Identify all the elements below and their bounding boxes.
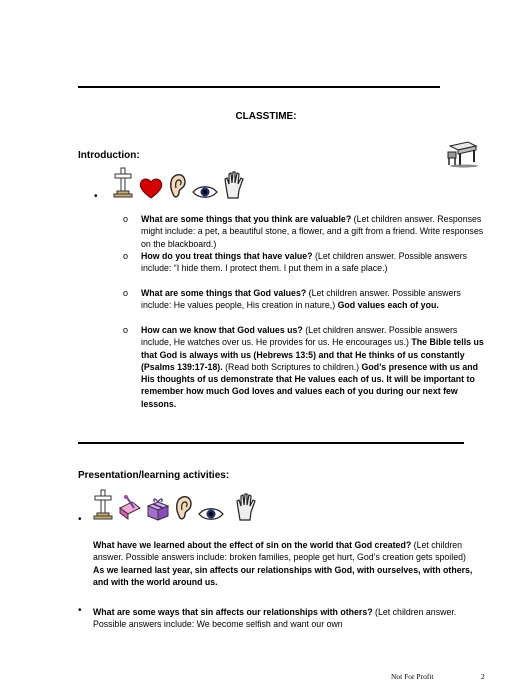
footer-label: Not For Profit <box>391 672 434 681</box>
bullet-dot: • <box>78 605 82 616</box>
desk-icon <box>446 138 480 168</box>
item-bold-3: God’s presence with us and His thoughts of us demonstrate that He values each of us. It will be important to remember how much God loves and values each of you during our next few lessons. <box>141 361 479 409</box>
page-number: 2 <box>481 672 485 681</box>
list-item <box>123 324 487 410</box>
presentation-heading: Presentation/learning activities: <box>78 470 230 481</box>
gift-icon <box>146 496 170 522</box>
item-text: (Let children answer. Possible answers include: He values people, His creation in nature,) <box>141 288 461 311</box>
paragraph-bold: What are some ways that sin affects our relationships with others? <box>93 607 373 617</box>
paragraph-text: (Let children answer. Possible answers include: We become selfish and want our own <box>93 607 457 630</box>
page-title: CLASSTIME: <box>235 111 297 122</box>
list-item <box>123 287 487 312</box>
ear-icon <box>168 172 188 200</box>
hand-icon <box>222 170 248 200</box>
paragraph-bold-2: As we learned last year, sin affects our relationships with God, with ourselves, with others, and with the world around us. <box>93 564 473 587</box>
list-item <box>123 250 487 275</box>
item-text: (Let children answer. Possible answers include: “I hide them. I protect them. I put them in a safe place.) <box>141 251 468 274</box>
list-marker: o <box>123 251 129 261</box>
heart-icon <box>138 176 164 200</box>
eye-icon <box>192 184 218 200</box>
item-bold-2: The Bible tells us that God is always with us (Hebrews 13:5) and that He thinks of us constantly (Psalms 139:17-18). <box>141 337 484 372</box>
item-text: (Let children answer. Possible answers include, He watches over us. He provides for us. He encourages us.) <box>141 325 458 348</box>
item-bold: What are some things that you think are valuable? <box>141 214 352 224</box>
presentation-icon-row <box>92 488 260 522</box>
presentation-paragraph <box>93 606 473 631</box>
list-item <box>123 213 487 250</box>
paragraph-text: (Let children answer. Possible answers include: broken families, people get hurt, God’s creation gets spoiled) <box>93 540 466 563</box>
bullet-dot: • <box>78 514 82 525</box>
list-marker: o <box>123 288 129 298</box>
item-bold: How do you treat things that have value? <box>141 251 313 261</box>
item-bold-2: God values each of you. <box>337 300 439 311</box>
presentation-paragraph <box>93 539 473 588</box>
item-text: (Let children answer. Responses might include: a pet, a beautiful stone, a flower, and a gift from a friend. Write responses on the blackboard.) <box>141 214 484 249</box>
introduction-heading: Introduction: <box>78 150 140 161</box>
cross-icon <box>92 488 114 522</box>
hand-icon <box>234 492 260 522</box>
top-divider <box>78 86 440 88</box>
paragraph-bold: What have we learned about the effect of sin on the world that God created? <box>93 540 412 550</box>
cross-icon <box>112 166 134 200</box>
bullet-dot: • <box>94 191 98 202</box>
list-marker: o <box>123 325 129 335</box>
item-text-2: (Read both Scriptures to children.) <box>222 361 362 372</box>
middle-divider <box>78 442 464 444</box>
eye-icon <box>198 506 224 522</box>
item-bold: How can we know that God values us? <box>141 325 303 335</box>
book-icon <box>118 494 142 522</box>
intro-icon-row <box>112 166 248 200</box>
item-bold: What are some things that God values? <box>141 288 307 298</box>
list-marker: o <box>123 214 129 224</box>
ear-icon <box>174 494 194 522</box>
